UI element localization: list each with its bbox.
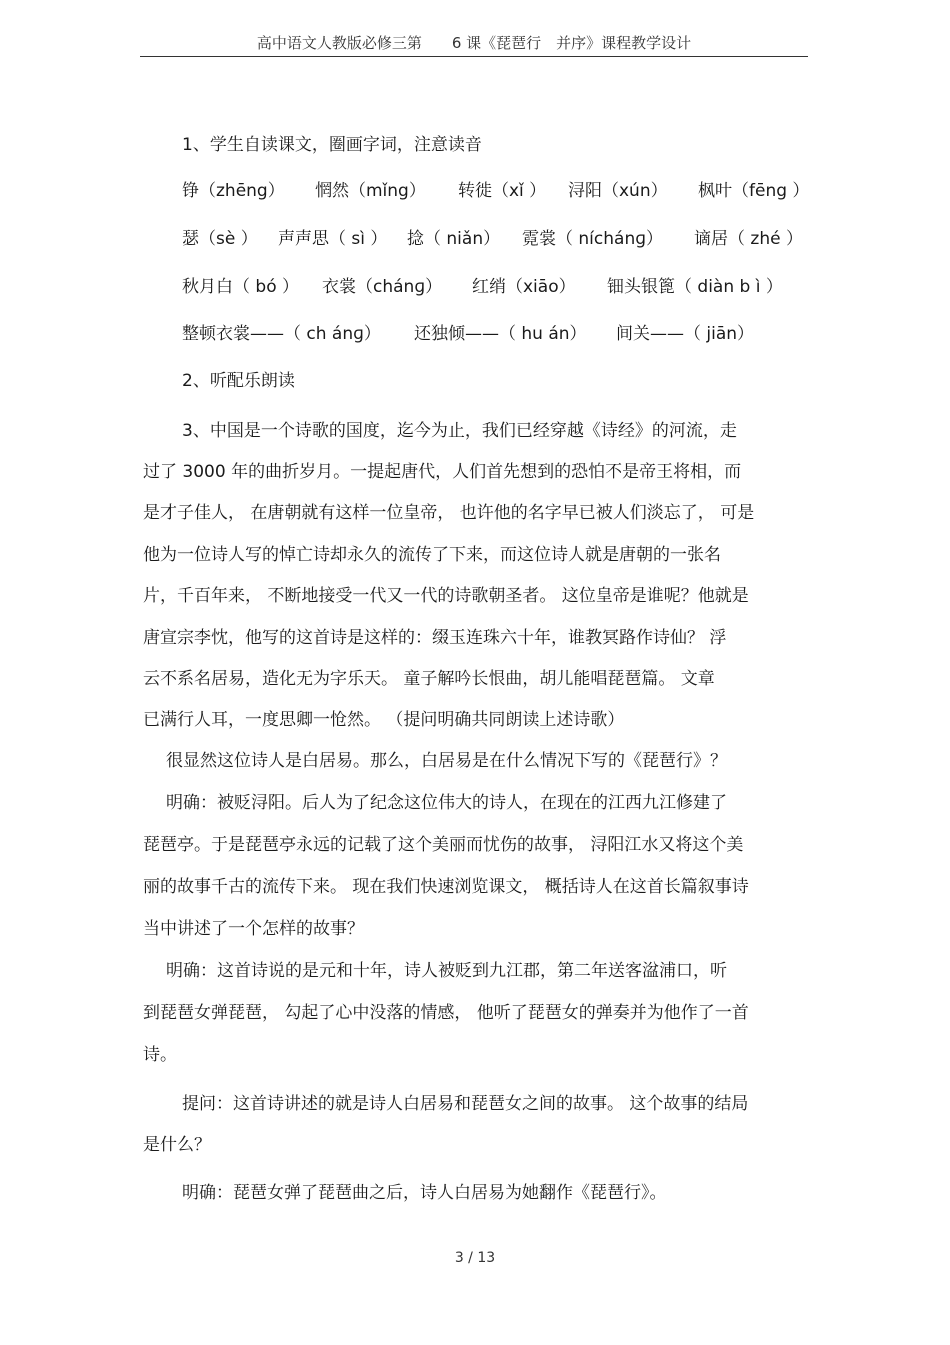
answer-1-line: 琵琶亭。于是琵琶亭永远的记载了这个美丽而忧伤的故事， 浔阳江水又将这个美 (143, 835, 744, 855)
vocab-item: 捻（ niǎn） (407, 229, 501, 249)
paragraph-3-line: 是才子佳人， 在唐朝就有这样一位皇帝， 也许他的名字早已被人们淡忘了， 可是 (143, 503, 755, 523)
vocab-item: 红绡（xiāo） (472, 277, 576, 297)
header-rule (140, 56, 808, 57)
question-2-line: 是什么？ (143, 1135, 211, 1155)
vocab-item: 浔阳（xún） (568, 181, 668, 201)
vocab-item: 惘然（mǐng） (315, 181, 426, 201)
vocab-item: 秋月白（ bó ） (182, 277, 299, 297)
heading-2: 2、听配乐朗读 (182, 371, 295, 391)
vocab-item: 还独倾——（ hu án） (414, 324, 587, 344)
vocab-item: 转徙（xǐ ） (458, 181, 547, 201)
vocab-item: 霓裳（ níchánɡ） (522, 229, 664, 249)
paragraph-3-line: 他为一位诗人写的悼亡诗却永久的流传了下来，而这位诗人就是唐朝的一张名 (143, 545, 721, 565)
paragraph-3-line: 唐宣宗李忱，他写的这首诗是这样的：缀玉连珠六十年，谁教冥路作诗仙？ 浮 (143, 628, 727, 648)
vocab-item: 整顿衣裳——（ ch ánɡ） (182, 324, 381, 344)
vocab-item: 瑟（sè ） (182, 229, 258, 249)
paragraph-3-line: 片，千百年来， 不断地接受一代又一代的诗歌朝圣者。 这位皇帝是谁呢？他就是 (143, 586, 749, 606)
answer-1-line: 丽的故事千古的流传下来。 现在我们快速浏览课文， 概括诗人在这首长篇叙事诗 (143, 877, 749, 897)
paragraph-3-line: 过了 3000 年的曲折岁月。一提起唐代，人们首先想到的恐怕不是帝王将相，而 (143, 462, 742, 482)
vocab-item: 谪居（ zhé ） (694, 229, 803, 249)
answer-2-line: 明确：这首诗说的是元和十年，诗人被贬到九江郡，第二年送客湓浦口，听 (166, 961, 727, 981)
question-2-line: 提问：这首诗讲述的就是诗人白居易和琵琶女之间的故事。 这个故事的结局 (182, 1094, 749, 1114)
paragraph-3-line: 已满行人耳，一度思卿一怆然。 （提问明确共同朗读上述诗歌） (143, 710, 625, 730)
vocab-item: 枫叶（fēng ） (698, 181, 810, 201)
paragraph-3-line: 3、中国是一个诗歌的国度，迄今为止，我们已经穿越《诗经》的河流，走 (182, 421, 737, 441)
running-header: 高中语文人教版必修三第 6 课《琵琶行 并序》课程教学设计 (256, 34, 692, 52)
vocab-item: 间关——（ jiān） (616, 324, 755, 344)
heading-1: 1、学生自读课文，圈画字词，注意读音 (182, 135, 482, 155)
answer-3: 明确：琵琶女弹了琵琶曲之后，诗人白居易为她翻作《琵琶行》。 (182, 1183, 667, 1203)
paragraph-3-line: 云不系名居易，造化无为字乐天。 童子解吟长恨曲，胡儿能唱琵琶篇。 文章 (143, 669, 715, 689)
answer-1-line: 明确：被贬浔阳。后人为了纪念这位伟大的诗人，在现在的江西九江修建了 (166, 793, 727, 813)
answer-1-line: 当中讲述了一个怎样的故事？ (143, 919, 364, 939)
vocab-item: 衣裳（chánɡ） (322, 277, 443, 297)
answer-2-line: 到琵琶女弹琵琶， 勾起了心中没落的情感， 他听了琵琶女的弹奏并为他作了一首 (143, 1003, 749, 1023)
answer-2-line: 诗。 (143, 1045, 177, 1065)
vocab-item: 钿头银篦（ diàn b ì ） (607, 277, 783, 297)
page-number: 3 / 13 (454, 1250, 496, 1266)
question-1: 很显然这位诗人是白居易。那么，白居易是在什么情况下写的《琵琶行》？ (166, 751, 727, 771)
vocab-item: 铮（zhēng） (182, 181, 285, 201)
vocab-item: 声声思（ sì ） (278, 229, 388, 249)
